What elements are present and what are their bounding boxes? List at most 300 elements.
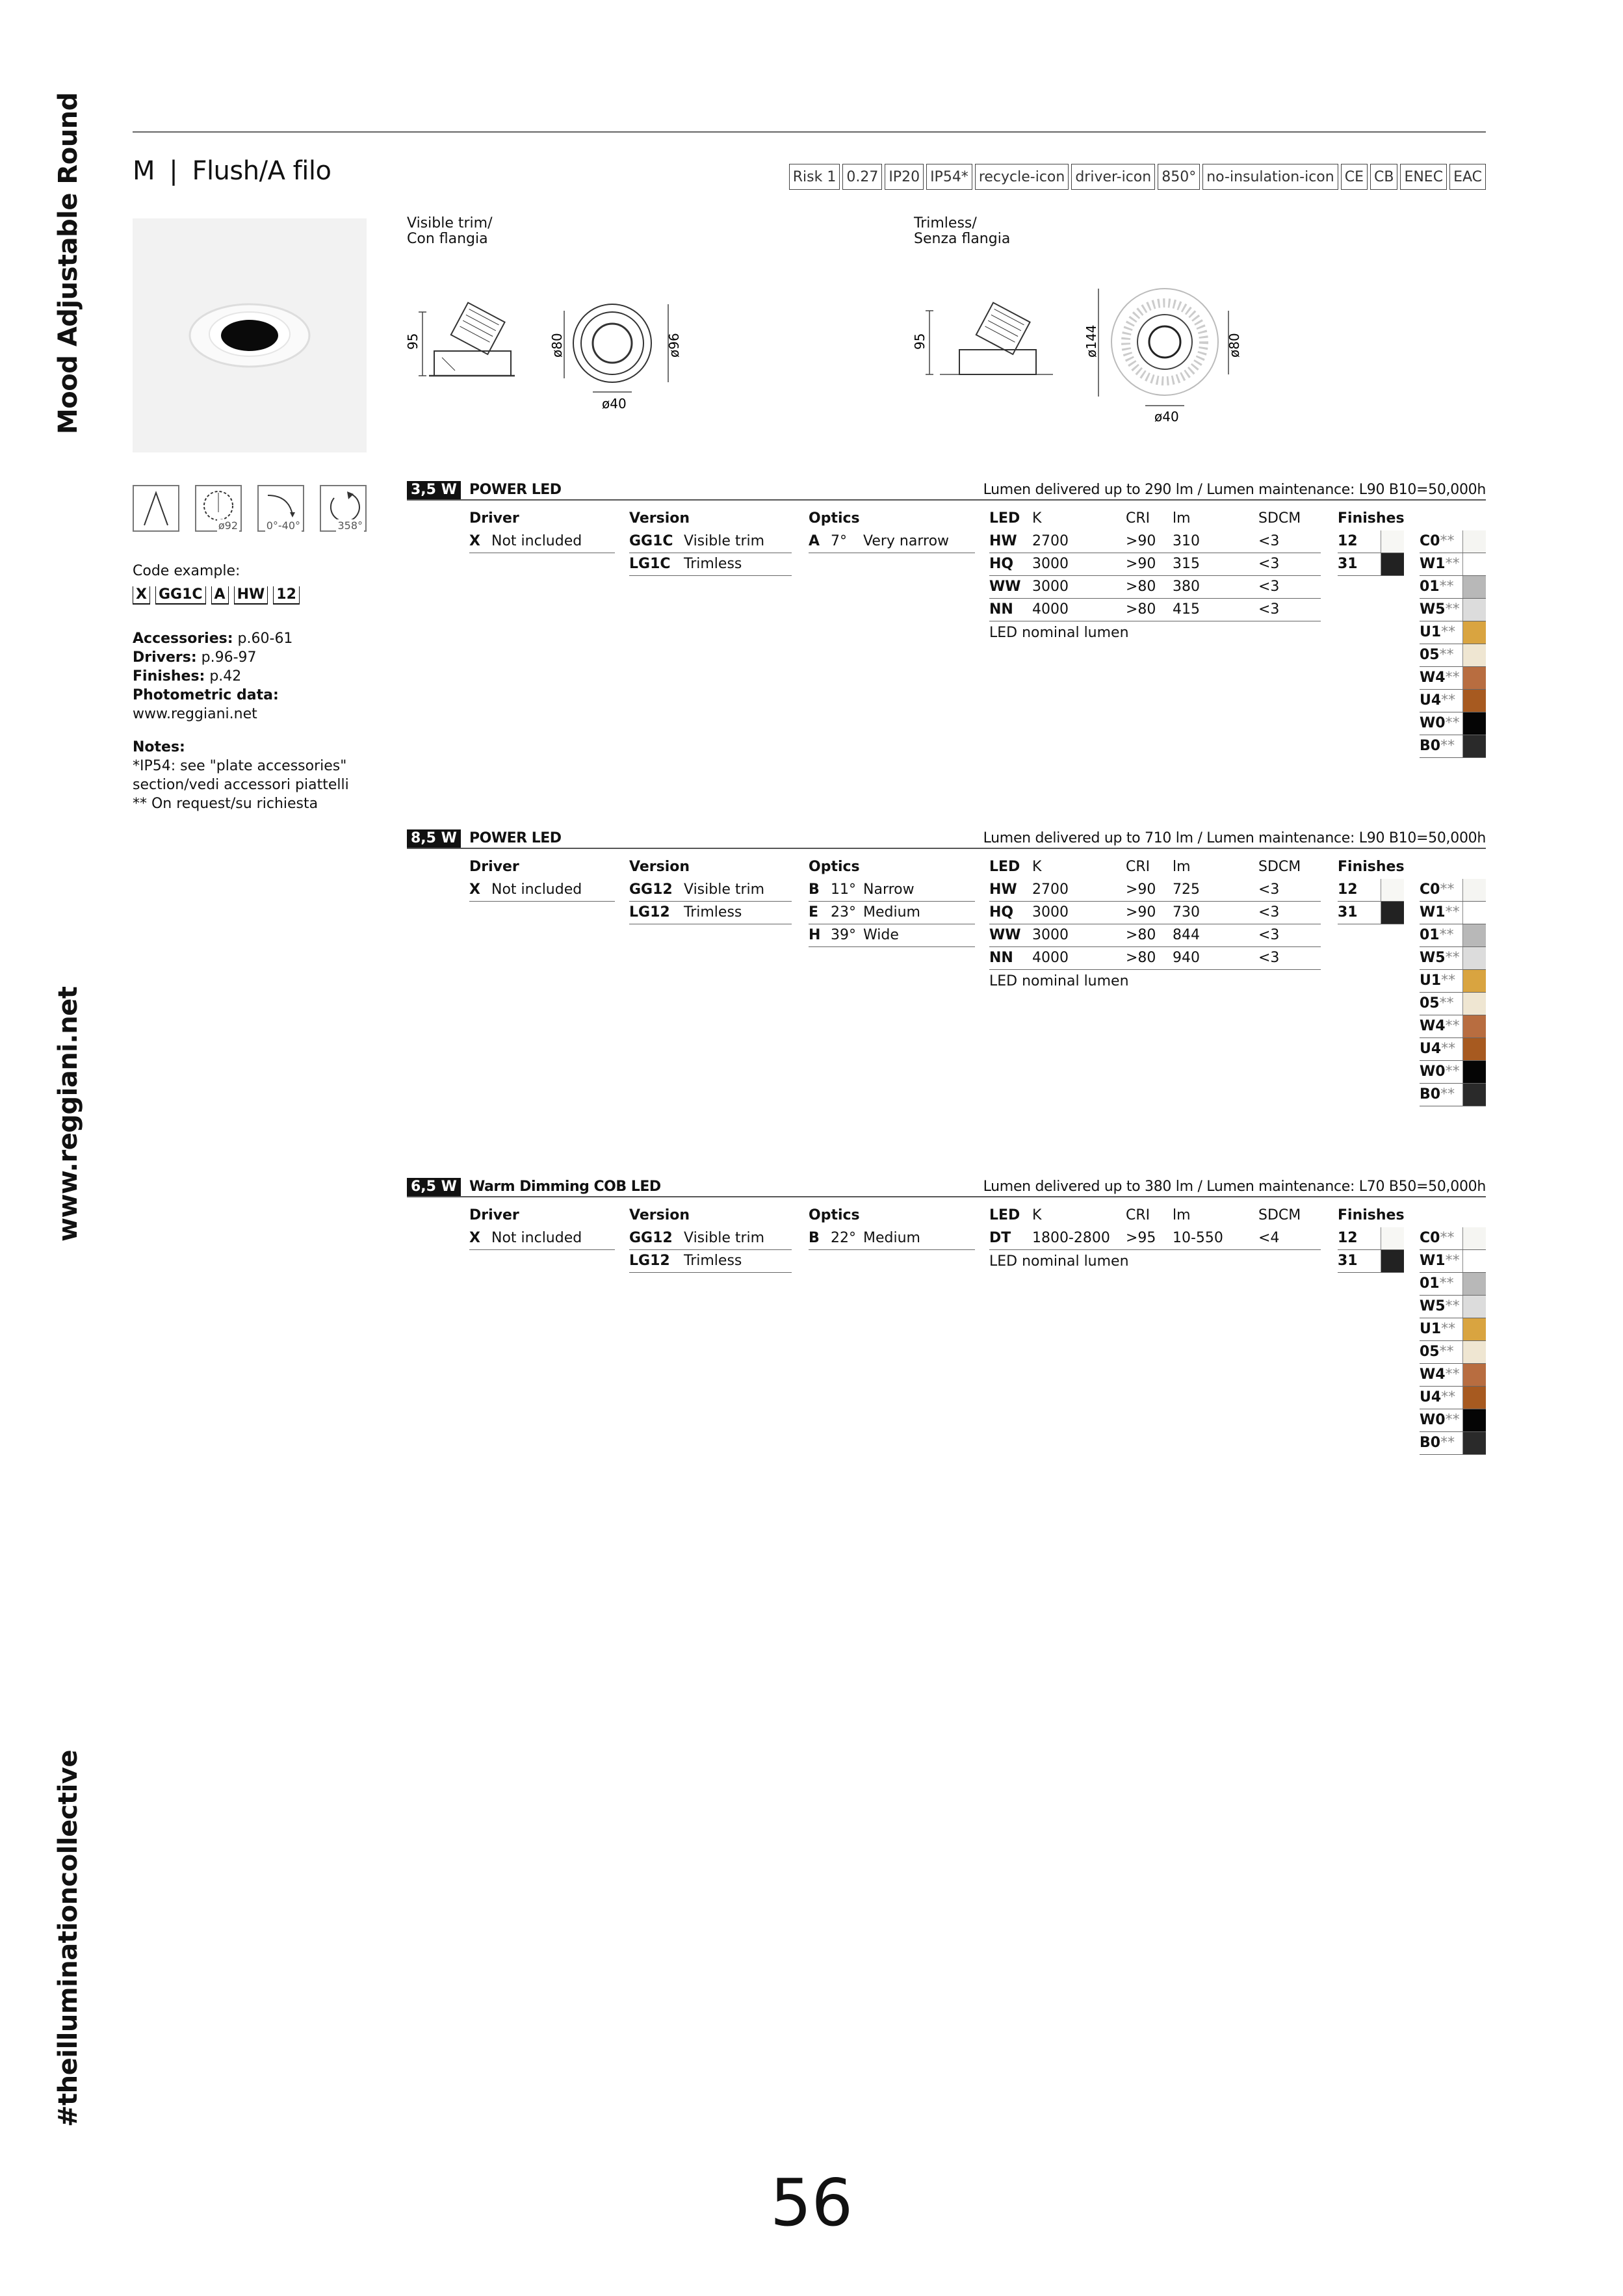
led-sdcm: <3 [1258, 533, 1280, 549]
led-cri: >90 [1126, 904, 1156, 920]
led-lm: 844 [1173, 927, 1200, 943]
led-row [989, 879, 1321, 902]
finish-option-swatch [1462, 621, 1486, 644]
on-request-marker: ** [1441, 692, 1456, 709]
cert-badge: CB [1370, 164, 1397, 190]
finish-option-code: 05 [1420, 1344, 1440, 1360]
cri-header: CRI [1126, 510, 1150, 527]
finish-option-swatch [1462, 1038, 1486, 1060]
finish-code-row[interactable] [1420, 1341, 1486, 1364]
accessories-value: p.60-61 [237, 631, 293, 647]
product-section [407, 481, 1486, 754]
on-request-marker: ** [1440, 1230, 1455, 1246]
finish-row[interactable] [1338, 1227, 1404, 1250]
section-title: Warm Dimming COB LED [469, 1179, 661, 1195]
title-text: Flush/A filo [192, 156, 331, 186]
finish-code-row[interactable] [1420, 667, 1486, 690]
finish-codes-column [1420, 530, 1486, 758]
driver-code: X [469, 533, 480, 549]
code-part: A [211, 586, 229, 605]
code-part: X [133, 586, 150, 605]
finish-option-code: W0 [1420, 1412, 1446, 1428]
lm-header: lm [1173, 510, 1191, 527]
optics-angle: 11° [831, 881, 856, 898]
finish-option-swatch [1462, 530, 1486, 553]
cutout-label: ø92 [218, 519, 238, 532]
k-header: K [1032, 510, 1042, 527]
on-request-marker: ** [1445, 1018, 1460, 1034]
cert-badge: 0.27 [842, 164, 882, 190]
led-code: WW [989, 579, 1021, 595]
finish-row[interactable] [1338, 879, 1404, 902]
finish-swatch [1381, 1227, 1404, 1249]
version-label: Trimless [684, 1253, 742, 1269]
led-cri: >80 [1126, 927, 1156, 943]
led-column [989, 507, 1321, 645]
version-header: Version [629, 510, 690, 527]
led-cri: >90 [1126, 533, 1156, 549]
led-row [989, 599, 1321, 621]
finish-option-swatch [1462, 576, 1486, 598]
led-header-code: LED [989, 1207, 1020, 1223]
on-request-marker: ** [1445, 1366, 1460, 1383]
cert-badge: 850° [1158, 164, 1200, 190]
led-k: 4000 [1032, 601, 1069, 618]
tilt-label: 0°-40° [266, 519, 300, 532]
finish-option-swatch [1462, 1061, 1486, 1083]
finish-option-swatch [1462, 1227, 1486, 1249]
finish-option-code: W4 [1420, 1018, 1446, 1034]
finish-row[interactable] [1338, 553, 1404, 576]
certification-badges [789, 164, 1486, 190]
finish-option-code: 01 [1420, 927, 1440, 943]
on-request-marker: ** [1445, 556, 1460, 572]
optics-code: H [809, 927, 821, 943]
code-example [133, 585, 305, 605]
version-code: GG1C [629, 533, 673, 549]
led-sdcm: <4 [1258, 1230, 1280, 1246]
finish-option-code: 01 [1420, 1275, 1440, 1292]
tl-outer-diam-label: ø144 [1084, 324, 1099, 358]
finishes-label: Finishes: [133, 668, 205, 685]
cutout-icon [195, 485, 242, 532]
finish-option-code: W1 [1420, 904, 1446, 920]
cert-badge: no-insulation-icon [1202, 164, 1338, 190]
led-sdcm: <3 [1258, 556, 1280, 572]
driver-row [469, 530, 615, 553]
optics-label: Very narrow [863, 533, 950, 549]
on-request-marker: ** [1445, 1063, 1460, 1080]
tl-inner-diam-label: ø80 [1227, 333, 1242, 358]
code-example-label: Code example: [133, 563, 240, 579]
on-request-marker: ** [1445, 670, 1460, 686]
optics-row [809, 1227, 975, 1250]
tl-hole-label: ø40 [1154, 409, 1179, 424]
section-header [407, 481, 1486, 501]
finish-option-swatch [1462, 553, 1486, 575]
finish-code-row[interactable] [1420, 970, 1486, 993]
finish-row[interactable] [1338, 1250, 1404, 1273]
led-nominal-note: LED nominal lumen [989, 973, 1129, 989]
section-header [407, 1178, 1486, 1197]
on-request-marker: ** [1445, 1298, 1460, 1314]
finish-option-code: U4 [1420, 1041, 1442, 1057]
finish-option-code: C0 [1420, 1230, 1440, 1246]
wattage-badge: 3,5 W [407, 481, 461, 499]
finish-code-row[interactable] [1420, 1432, 1486, 1455]
version-code: LG12 [629, 1253, 670, 1269]
finish-option-swatch [1462, 667, 1486, 689]
led-lm: 10-550 [1173, 1230, 1223, 1246]
trimless-drawing [910, 273, 1248, 429]
finish-option-swatch [1462, 1250, 1486, 1272]
led-cri: >80 [1126, 579, 1156, 595]
finish-code-row[interactable] [1420, 947, 1486, 970]
finish-option-code: U4 [1420, 692, 1442, 709]
finish-option-code: B0 [1420, 1086, 1441, 1102]
led-header-code: LED [989, 510, 1020, 527]
led-lm: 315 [1173, 556, 1200, 572]
driver-column [469, 507, 615, 553]
finish-option-code: 05 [1420, 647, 1440, 663]
finish-code-row[interactable] [1420, 993, 1486, 1015]
section-title: POWER LED [469, 830, 562, 846]
led-k: 4000 [1032, 950, 1069, 966]
finish-option-code: U1 [1420, 624, 1442, 640]
finish-code-row[interactable] [1420, 1084, 1486, 1106]
finish-row[interactable] [1338, 902, 1404, 924]
cri-header: CRI [1126, 1207, 1150, 1223]
tl-height-label: 95 [912, 333, 928, 350]
optics-angle: 22° [831, 1230, 856, 1246]
driver-label: Not included [491, 881, 582, 898]
code-part: GG1C [155, 586, 206, 605]
finish-swatch [1381, 902, 1404, 924]
finish-option-swatch [1462, 1432, 1486, 1454]
driver-code: X [469, 881, 480, 898]
finish-option-code: U1 [1420, 1321, 1442, 1337]
on-request-marker: ** [1440, 738, 1455, 754]
led-cri: >80 [1126, 950, 1156, 966]
finish-option-code: U4 [1420, 1389, 1442, 1405]
finish-option-code: C0 [1420, 533, 1440, 549]
on-request-marker: ** [1439, 995, 1454, 1011]
led-code: DT [989, 1230, 1011, 1246]
finish-code-row[interactable] [1420, 924, 1486, 947]
finish-option-swatch [1462, 1273, 1486, 1295]
reference-block [133, 629, 349, 813]
driver-column [469, 1204, 615, 1250]
wattage-badge: 8,5 W [407, 829, 461, 848]
finish-code-row[interactable] [1420, 644, 1486, 667]
finish-code-row[interactable] [1420, 530, 1486, 553]
led-row [989, 924, 1321, 947]
sdcm-header: SDCM [1258, 510, 1301, 527]
finish-code-row[interactable] [1420, 902, 1486, 924]
finishes-header: Finishes [1338, 510, 1405, 527]
lm-header: lm [1173, 1207, 1191, 1223]
finish-code-row[interactable] [1420, 1364, 1486, 1387]
finish-code-row[interactable] [1420, 1061, 1486, 1084]
vt-outer-diam-label: ø96 [666, 333, 682, 358]
finish-option-swatch [1462, 712, 1486, 735]
led-sdcm: <3 [1258, 950, 1280, 966]
finish-option-code: W5 [1420, 1298, 1446, 1314]
finish-code-row[interactable] [1420, 1227, 1486, 1250]
finish-option-code: W5 [1420, 601, 1446, 618]
on-request-marker: ** [1445, 1412, 1460, 1428]
finish-code: 12 [1338, 533, 1358, 549]
finish-option-code: W0 [1420, 715, 1446, 731]
version-header: Version [629, 1207, 690, 1223]
driver-row [469, 1227, 615, 1250]
section-header [407, 829, 1486, 849]
on-request-marker: ** [1445, 715, 1460, 731]
finish-code-row[interactable] [1420, 1250, 1486, 1273]
trimless-label: Trimless/ Senza flangia [914, 215, 1011, 247]
finish-code-row[interactable] [1420, 621, 1486, 644]
finish-option-swatch [1462, 1387, 1486, 1409]
finish-code-row[interactable] [1420, 553, 1486, 576]
led-lm: 940 [1173, 950, 1200, 966]
optics-angle: 7° [831, 533, 847, 549]
optics-column [809, 1204, 975, 1250]
driver-row [469, 879, 615, 902]
version-label: Trimless [684, 556, 742, 572]
finish-code-row[interactable] [1420, 712, 1486, 735]
on-request-marker: ** [1440, 1086, 1455, 1102]
led-k: 2700 [1032, 533, 1069, 549]
finish-option-swatch [1462, 1409, 1486, 1431]
lm-header: lm [1173, 859, 1191, 875]
cert-badge: ENEC [1400, 164, 1447, 190]
finish-code-row[interactable] [1420, 1409, 1486, 1432]
visible-trim-label: Visible trim/ Con flangia [407, 215, 493, 247]
finish-code-row[interactable] [1420, 1296, 1486, 1318]
on-request-marker: ** [1439, 927, 1454, 943]
drivers-value: p.96-97 [201, 649, 257, 666]
section-title: POWER LED [469, 482, 562, 498]
finishes-header: Finishes [1338, 1207, 1405, 1223]
optics-label: Narrow [863, 881, 915, 898]
finish-code-row[interactable] [1420, 879, 1486, 902]
led-column [989, 855, 1321, 993]
finishes-column [1338, 855, 1404, 924]
optics-header: Optics [809, 859, 860, 875]
title-prefix: M [133, 156, 155, 186]
optics-code: E [809, 904, 819, 920]
page-title: M | Flush/A filo [133, 156, 331, 186]
finish-option-code: W1 [1420, 556, 1446, 572]
optics-label: Medium [863, 904, 920, 920]
optics-angle: 23° [831, 904, 856, 920]
page-number: 56 [770, 2165, 853, 2241]
version-row [629, 902, 792, 924]
product-section [407, 829, 1486, 1102]
led-lm: 415 [1173, 601, 1200, 618]
finish-codes-column [1420, 1227, 1486, 1455]
finish-swatch [1381, 553, 1404, 575]
on-request-marker: ** [1440, 1435, 1455, 1451]
finish-option-swatch [1462, 924, 1486, 946]
optics-row [809, 924, 975, 947]
optics-angle: 39° [831, 927, 856, 943]
driver-header: Driver [469, 859, 519, 875]
finish-code: 31 [1338, 556, 1358, 572]
led-code: NN [989, 950, 1013, 966]
led-sdcm: <3 [1258, 579, 1280, 595]
finish-code-row[interactable] [1420, 1387, 1486, 1409]
finishes-column [1338, 1204, 1404, 1273]
version-row [629, 1250, 792, 1273]
led-row [989, 1227, 1321, 1250]
led-row [989, 576, 1321, 599]
finish-code-row[interactable] [1420, 1273, 1486, 1296]
k-header: K [1032, 859, 1042, 875]
finish-option-code: U1 [1420, 972, 1442, 989]
finish-option-swatch [1462, 1318, 1486, 1340]
version-row [629, 1227, 792, 1250]
cert-badge: IP54* [926, 164, 972, 190]
version-header: Version [629, 859, 690, 875]
finish-option-swatch [1462, 1296, 1486, 1318]
led-sdcm: <3 [1258, 927, 1280, 943]
led-header [989, 507, 1321, 530]
cert-badge: IP20 [885, 164, 924, 190]
product-section [407, 1178, 1486, 1451]
led-row [989, 530, 1321, 553]
code-part: 12 [273, 586, 300, 605]
code-part: HW [234, 586, 268, 605]
version-row [629, 553, 792, 576]
lumen-info: Lumen delivered up to 710 lm / Lumen maintenance: L90 B10=50,000h [983, 830, 1486, 846]
finish-option-code: C0 [1420, 881, 1440, 898]
on-request-marker: ** [1445, 950, 1460, 966]
cert-badge: driver-icon [1071, 164, 1155, 190]
sdcm-header: SDCM [1258, 859, 1301, 875]
on-request-marker: ** [1441, 624, 1456, 640]
k-header: K [1032, 1207, 1042, 1223]
optics-header: Optics [809, 510, 860, 527]
finish-row[interactable] [1338, 530, 1404, 553]
drivers-label: Drivers: [133, 649, 197, 666]
on-request-marker: ** [1441, 972, 1456, 989]
accessories-label: Accessories: [133, 631, 233, 647]
led-cri: >95 [1126, 1230, 1156, 1246]
led-lm: 725 [1173, 881, 1200, 898]
led-code: HQ [989, 904, 1014, 920]
on-request-marker: ** [1439, 647, 1454, 663]
led-nominal-note: LED nominal lumen [989, 625, 1129, 641]
version-label: Visible trim [684, 881, 765, 898]
header-divider [133, 131, 1486, 133]
led-nominal-note: LED nominal lumen [989, 1253, 1129, 1270]
version-code: GG12 [629, 1230, 673, 1246]
finish-code-row[interactable] [1420, 599, 1486, 621]
led-lm: 310 [1173, 533, 1200, 549]
finish-code-row[interactable] [1420, 1038, 1486, 1061]
finish-option-code: W4 [1420, 670, 1446, 686]
finish-option-swatch [1462, 1084, 1486, 1106]
tilt-icon [257, 485, 304, 532]
finish-option-code: W5 [1420, 950, 1446, 966]
optics-code: B [809, 1230, 820, 1246]
cri-header: CRI [1126, 859, 1150, 875]
led-k: 3000 [1032, 904, 1069, 920]
finish-option-swatch [1462, 690, 1486, 712]
rotation-icon [320, 485, 367, 532]
optics-code: A [809, 533, 820, 549]
finishes-value: p.42 [209, 668, 242, 685]
finish-code-row[interactable] [1420, 576, 1486, 599]
led-code: NN [989, 601, 1013, 618]
finishes-header: Finishes [1338, 859, 1405, 875]
driver-code: X [469, 1230, 480, 1246]
version-label: Visible trim [684, 533, 765, 549]
optics-label: Wide [863, 927, 899, 943]
finish-option-swatch [1462, 735, 1486, 757]
version-column [629, 855, 792, 924]
version-code: LG1C [629, 556, 671, 572]
finish-option-swatch [1462, 599, 1486, 621]
led-header-code: LED [989, 859, 1020, 875]
driver-column [469, 855, 615, 902]
finish-code-row[interactable] [1420, 735, 1486, 758]
optics-header: Optics [809, 1207, 860, 1223]
vt-hole-label: ø40 [602, 396, 627, 411]
finish-swatch [1381, 530, 1404, 553]
finish-code-row[interactable] [1420, 690, 1486, 712]
visible-trim-drawing [403, 260, 708, 416]
optics-code: B [809, 881, 820, 898]
led-sdcm: <3 [1258, 881, 1280, 898]
led-k: 3000 [1032, 927, 1069, 943]
optics-row [809, 530, 975, 553]
version-row [629, 879, 792, 902]
photometric-value[interactable]: www.reggiani.net [133, 706, 257, 722]
on-request-marker: ** [1445, 1253, 1460, 1269]
note-3: ** On request/su richiesta [133, 796, 318, 812]
finish-code-row[interactable] [1420, 1015, 1486, 1038]
led-row [989, 553, 1321, 576]
finish-option-code: W1 [1420, 1253, 1446, 1269]
finish-option-code: W0 [1420, 1063, 1446, 1080]
on-request-marker: ** [1440, 533, 1455, 549]
led-k: 1800-2800 [1032, 1230, 1110, 1246]
led-code: HW [989, 533, 1017, 549]
version-code: LG12 [629, 904, 670, 920]
on-request-marker: ** [1441, 1041, 1456, 1057]
led-sdcm: <3 [1258, 904, 1280, 920]
on-request-marker: ** [1439, 579, 1454, 595]
feature-icons [133, 485, 367, 532]
on-request-marker: ** [1445, 904, 1460, 920]
finish-option-swatch [1462, 1364, 1486, 1386]
on-request-marker: ** [1439, 1344, 1454, 1360]
finish-option-swatch [1462, 879, 1486, 901]
cert-badge: Risk 1 [789, 164, 840, 190]
finish-code-row[interactable] [1420, 1318, 1486, 1341]
driver-header: Driver [469, 510, 519, 527]
led-k: 2700 [1032, 881, 1069, 898]
cert-badge: recycle-icon [975, 164, 1069, 190]
photometric-label: Photometric data: [133, 687, 279, 703]
finish-code: 12 [1338, 881, 1358, 898]
note-1: *IP54: see "plate accessories" [133, 758, 347, 774]
cert-badge: CE [1341, 164, 1368, 190]
hashtag-vertical: #theilluminationcollective [53, 1750, 83, 2127]
driver-label: Not included [491, 533, 582, 549]
